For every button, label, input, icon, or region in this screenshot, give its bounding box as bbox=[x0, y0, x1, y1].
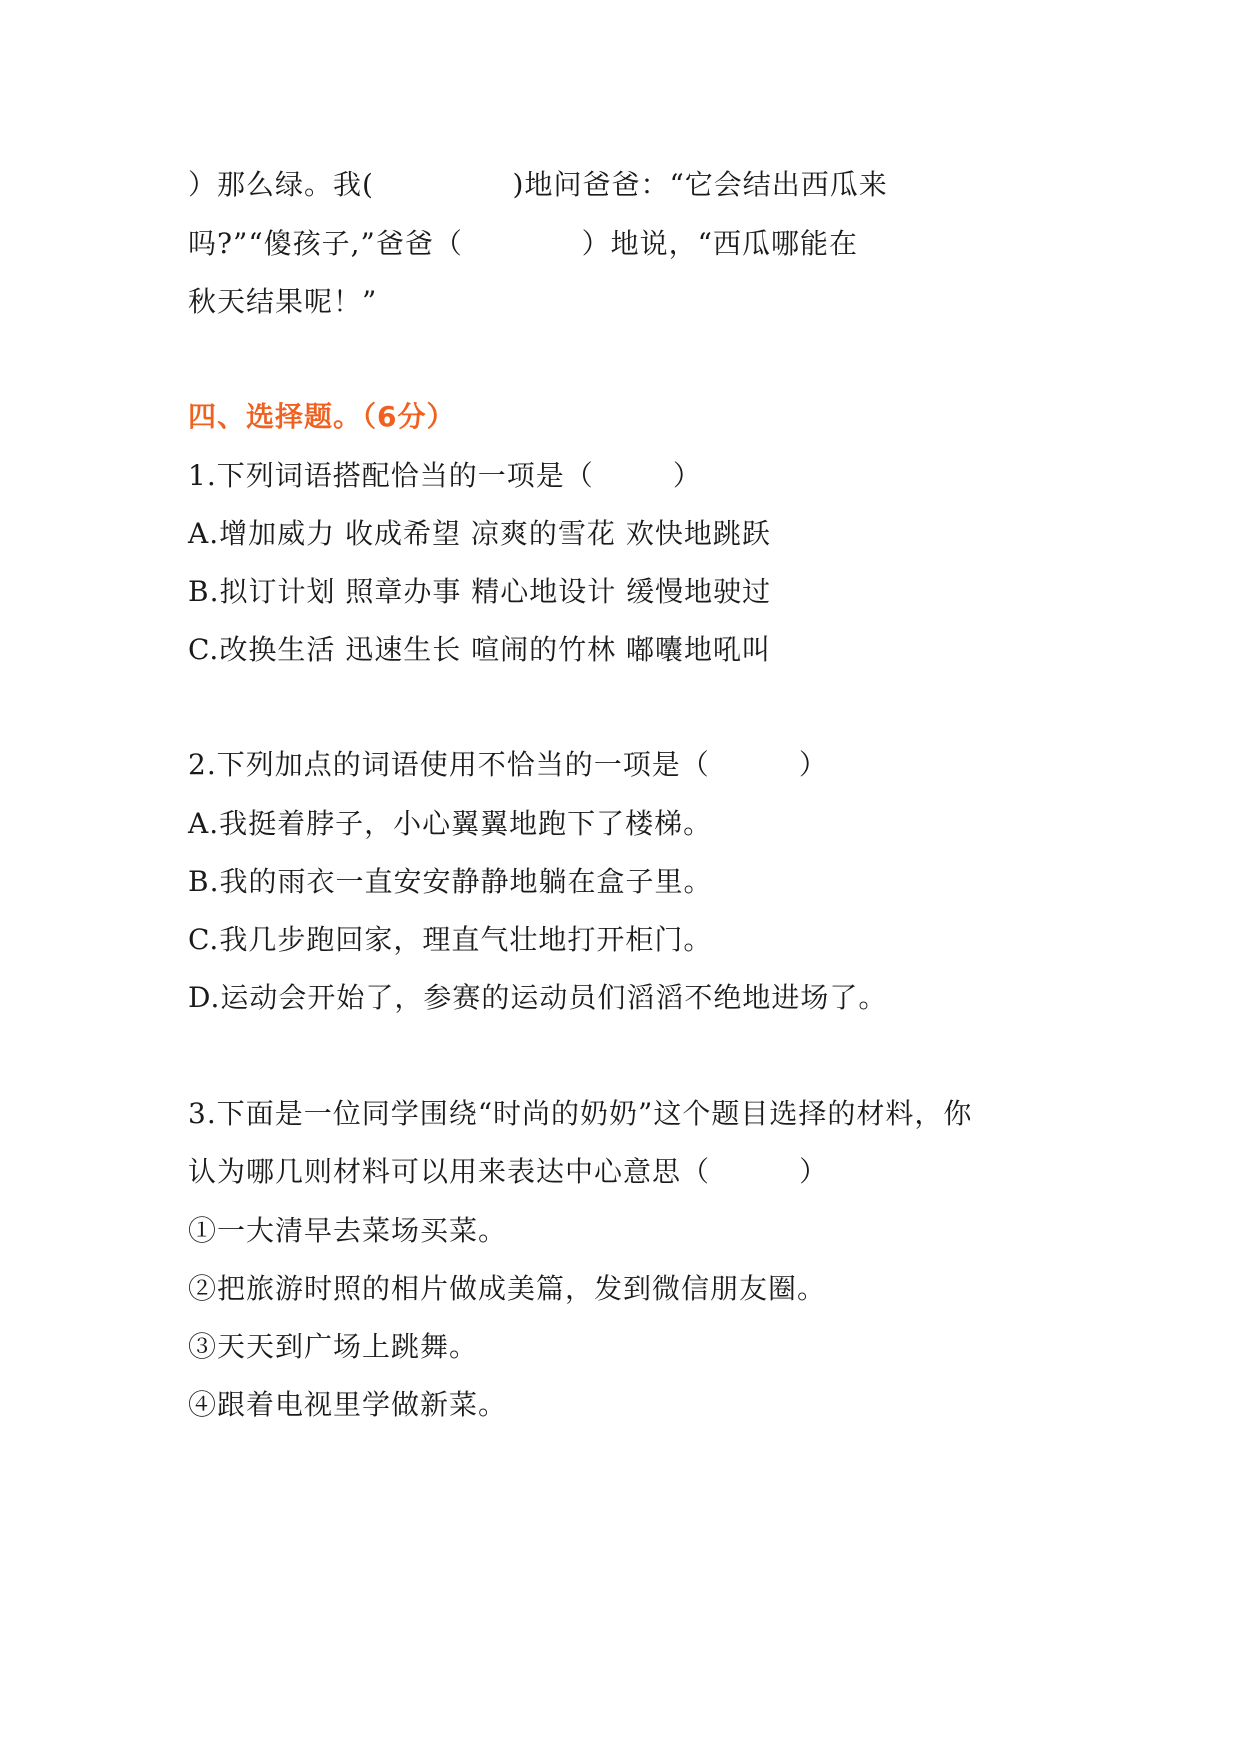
question-2-option-c: C.我几步跑回家，理直气壮地打开柜门。 bbox=[188, 923, 713, 956]
question-1-option-a: A.增加威力 收成希望 凉爽的雪花 欢快地跳跃 bbox=[188, 517, 771, 550]
question-3-item-4: ④跟着电视里学做新菜。 bbox=[188, 1388, 508, 1421]
question-1-option-b: B.拟订计划 照章办事 精心地设计 缓慢地驶过 bbox=[188, 575, 772, 608]
passage-line-3: 秋天结果呢！” bbox=[188, 285, 378, 318]
passage-line-1: ）那么绿。我( )地问爸爸：“它会结出西瓜来 bbox=[188, 168, 888, 201]
question-3-stem-line-1: 3.下面是一位同学围绕“时尚的奶奶”这个题目选择的材料，你 bbox=[188, 1097, 973, 1130]
question-2-stem: 2.下列加点的词语使用不恰当的一项是（ ） bbox=[188, 748, 828, 781]
section-heading: 四、选择题。（6分） bbox=[188, 400, 456, 433]
question-1-option-c: C.改换生活 迅速生长 喧闹的竹林 嘟囔地吼叫 bbox=[188, 633, 772, 666]
passage-line-2: 吗?”“傻孩子,”爸爸（ ）地说，“西瓜哪能在 bbox=[188, 227, 858, 260]
question-1-stem: 1.下列词语搭配恰当的一项是（ ） bbox=[188, 459, 702, 492]
question-2-option-a: A.我挺着脖子，小心翼翼地跑下了楼梯。 bbox=[188, 807, 713, 840]
question-3-stem-line-2: 认为哪几则材料可以用来表达中心意思（ ） bbox=[188, 1155, 829, 1188]
question-2-option-b: B.我的雨衣一直安安静静地躺在盒子里。 bbox=[188, 865, 713, 898]
question-3-item-1: ①一大清早去菜场买菜。 bbox=[188, 1214, 508, 1247]
question-3-item-2: ②把旅游时照的相片做成美篇，发到微信朋友圈。 bbox=[188, 1272, 827, 1305]
question-3-item-3: ③天天到广场上跳舞。 bbox=[188, 1330, 479, 1363]
question-2-option-d: D.运动会开始了，参赛的运动员们滔滔不绝地进场了。 bbox=[188, 981, 888, 1014]
